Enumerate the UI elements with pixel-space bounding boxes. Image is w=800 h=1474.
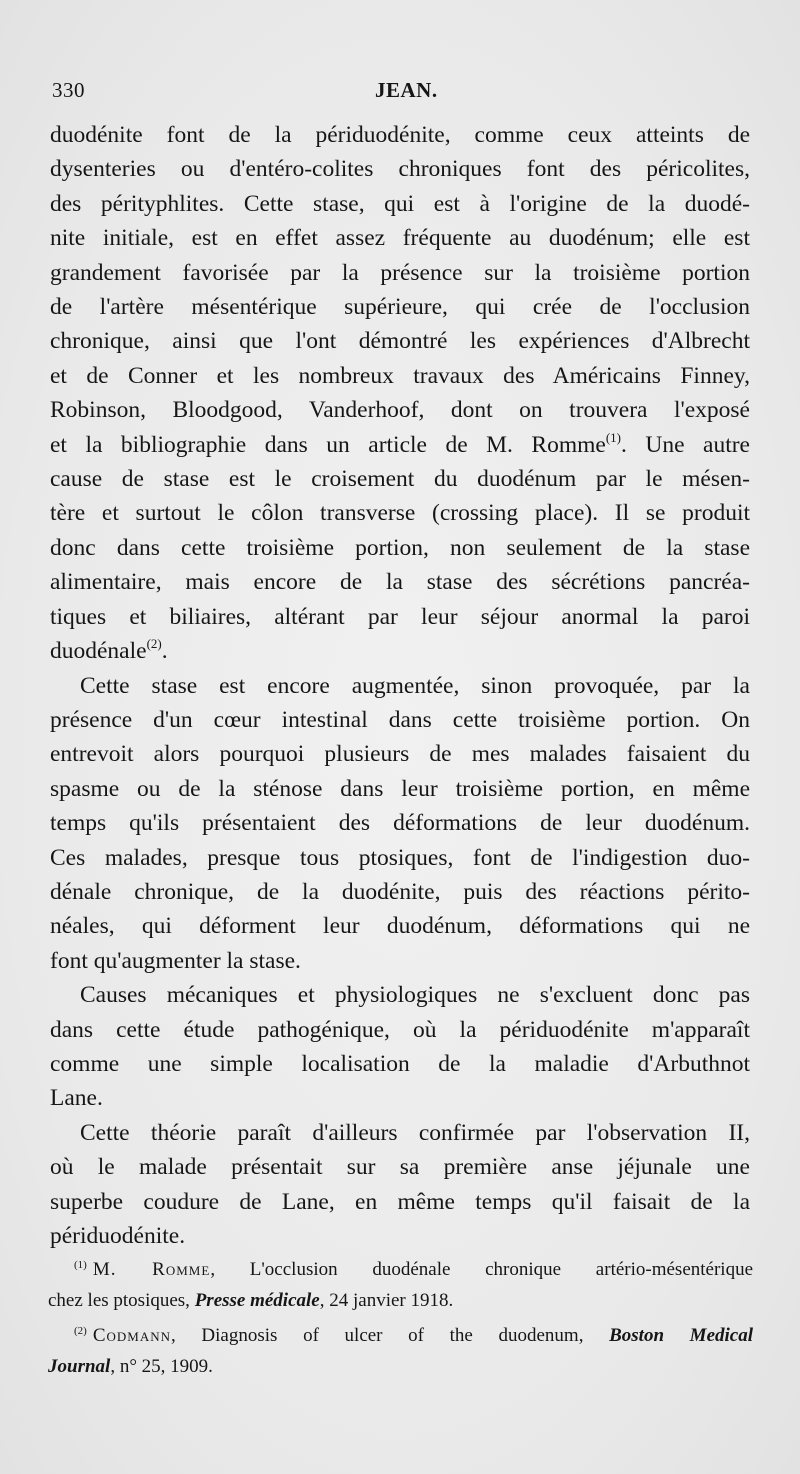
- text-line: où le malade présentait sur sa première anse jéjunale une: [50, 1154, 750, 1181]
- text-fragment: et la bibliographie dans un article de M. Romme: [50, 431, 606, 458]
- text-line: Cette théorie paraît d'ailleurs confirmée par l'observation II,: [80, 1119, 750, 1146]
- text-line: [50, 428, 750, 462]
- paragraph-2: [50, 669, 750, 979]
- text-fragment: . Une autre: [621, 431, 750, 458]
- text-line: néales, qui déforment leur duodénum, déformations qui ne: [50, 913, 750, 940]
- text-line: comme une simple localisation de la maladie d'Arbuthnot: [50, 1050, 750, 1077]
- text-line: présence d'un cœur intestinal dans cette troisième portion. On: [50, 706, 750, 733]
- text-line: alimentaire, mais encore de la stase des sécrétions pancréa-: [50, 569, 750, 596]
- footnote-ref-1: (1): [605, 429, 621, 445]
- footnote-1: [48, 1250, 753, 1316]
- text-line: Cette stase est encore augmentée, sinon provoquée, par la: [80, 672, 750, 699]
- text-fragment: duodénale: [50, 638, 147, 665]
- footnote-2: [48, 1316, 753, 1382]
- footnote-text: , Diagnosis of ulcer of the duodenum,: [171, 1325, 610, 1346]
- footnote-author: Codmann: [92, 1325, 172, 1346]
- footnote-line: [48, 1352, 753, 1383]
- footnote-text: chez les ptosiques,: [48, 1289, 195, 1311]
- text-line: Causes mécaniques et physiologiques ne s'excluent donc pas: [80, 982, 750, 1009]
- text-line: Lane.: [50, 1085, 103, 1112]
- footnote-text: , n° 25, 1909.: [110, 1355, 213, 1377]
- text-line: cause de stase est le croisement du duodénum par le mésen-: [50, 466, 750, 493]
- running-title: JEAN.: [375, 78, 438, 102]
- footnote-journal: Journal: [48, 1355, 111, 1377]
- text-line: duodénite font de la périduodénite, comme ceux atteints de: [50, 122, 750, 148]
- footnote-text: , L'occlusion duodénale chronique artério-mésentérique: [210, 1259, 754, 1280]
- paragraph-4: [50, 1116, 750, 1254]
- text-line: Robinson, Bloodgood, Vanderhoof, dont on trouvera l'exposé: [50, 397, 750, 424]
- footnote-author: M. Romme: [92, 1259, 211, 1280]
- text-line: [50, 634, 750, 668]
- text-line: nite initiale, est en effet assez fréquente au duodénum; elle est: [50, 225, 750, 252]
- footnote-mark: (1): [74, 1259, 87, 1271]
- text-line: entrevoit alors pourquoi plusieurs de mes malades faisaient du: [50, 741, 750, 768]
- paragraph-1: [50, 118, 750, 669]
- footnote-journal: Boston Medical: [609, 1325, 753, 1346]
- text-line: périduodénite.: [50, 1223, 186, 1249]
- footnote-line: [48, 1286, 753, 1317]
- body-text: [50, 118, 750, 1253]
- footnote-line: [48, 1316, 753, 1352]
- text-line: dysenteries ou d'entéro-colites chroniques font des péricolites,: [50, 156, 750, 183]
- text-line: dans cette étude pathogénique, où la périduodénite m'apparaît: [50, 1016, 750, 1043]
- footnotes: [48, 1250, 753, 1382]
- text-line: tère et surtout le côlon transverse (crossing place). Il se produit: [50, 500, 750, 527]
- text-line: donc dans cette troisième portion, non seulement de la stase: [50, 534, 750, 561]
- text-line: font qu'augmenter la stase.: [50, 947, 301, 974]
- footnote-line: [48, 1250, 753, 1286]
- text-line: tiques et biliaires, altérant par leur séjour anormal la paroi: [50, 603, 750, 630]
- page-number: 330: [52, 78, 85, 102]
- footnote-ref-2: (2): [146, 636, 162, 652]
- text-line: et de Conner et les nombreux travaux des Américains Finney,: [50, 362, 750, 389]
- text-line: des pérityphlites. Cette stase, qui est à l'origine de la duodé-: [50, 190, 750, 217]
- text-line: de l'artère mésentérique supérieure, qui crée de l'occlusion: [50, 294, 750, 321]
- footnote-journal: Presse médicale: [194, 1289, 320, 1311]
- footnote-text: , 24 janvier 1918.: [319, 1289, 454, 1311]
- running-head: [52, 78, 752, 108]
- text-line: chronique, ainsi que l'ont démontré les expériences d'Albrecht: [50, 328, 750, 355]
- text-line: temps qu'ils présentaient des déformations de leur duodénum.: [50, 810, 750, 837]
- footnote-mark: (2): [74, 1325, 87, 1337]
- text-line: Ces malades, presque tous ptosiques, font de l'indigestion duo-: [50, 844, 750, 871]
- paragraph-3: [50, 978, 750, 1116]
- text-line: superbe coudure de Lane, en même temps qu'il faisait de la: [50, 1188, 750, 1215]
- text-line: grandement favorisée par la présence sur la troisième portion: [50, 259, 750, 286]
- text-line: dénale chronique, de la duodénite, puis des réactions périto-: [50, 878, 750, 905]
- text-fragment: .: [161, 638, 168, 665]
- text-line: spasme ou de la sténose dans leur troisième portion, en même: [50, 775, 750, 802]
